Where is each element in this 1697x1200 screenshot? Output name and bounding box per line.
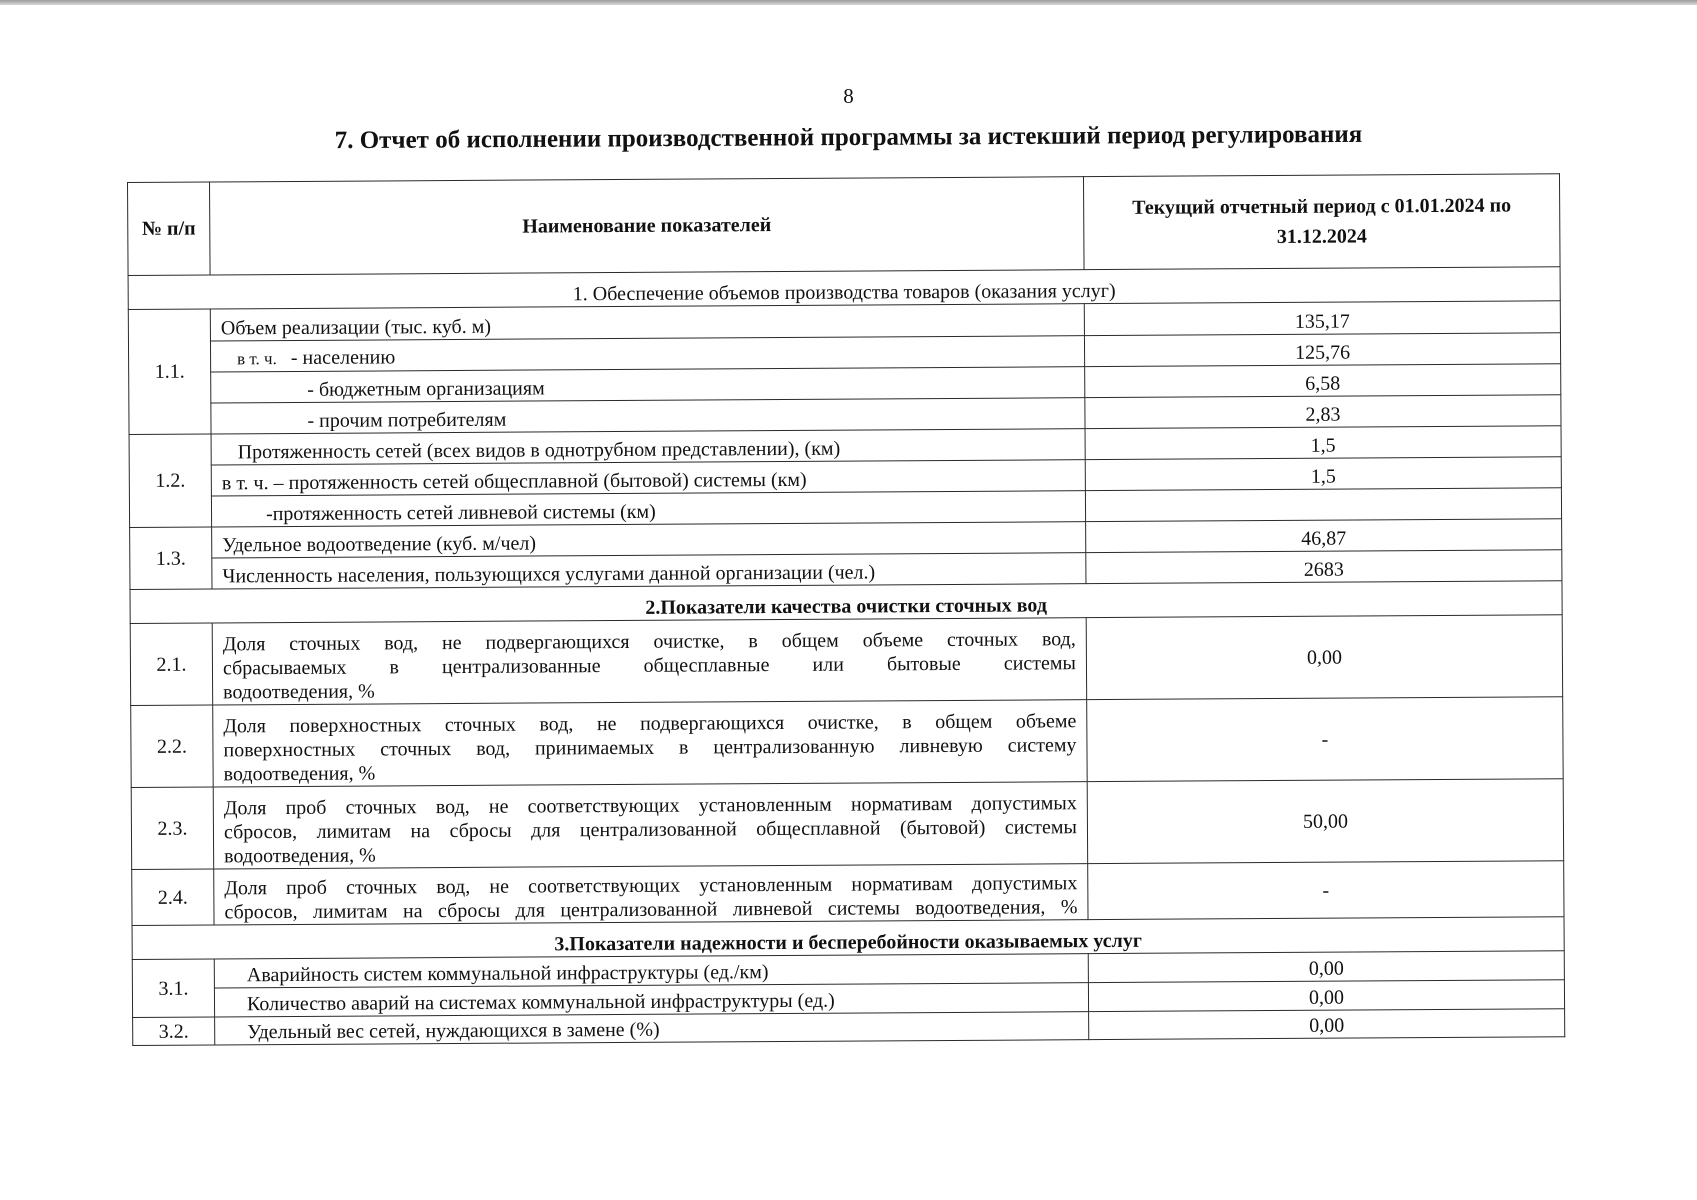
indicator-name: -протяженность сетей ливневой системы (км) bbox=[211, 491, 1085, 527]
indicator-value: 0,00 bbox=[1088, 951, 1564, 983]
indicator-name: Удельный вес сетей, нуждающихся в замене (%) bbox=[215, 1012, 1089, 1045]
indicator-name: Аварийность систем коммунальной инфраструктуры (ед./км) bbox=[214, 954, 1088, 988]
header-number: № п/п bbox=[128, 182, 211, 275]
indicator-value: 6,58 bbox=[1085, 364, 1561, 398]
indicator-value: 1,5 bbox=[1085, 457, 1561, 491]
indicator-name: Количество аварий на системах коммунальной инфраструктуры (ед.) bbox=[214, 983, 1088, 1017]
indicator-value: - bbox=[1088, 861, 1564, 920]
row-number: 1.2. bbox=[129, 434, 212, 527]
section-title-1: 1. Обеспечение объемов производства товаров (оказания услуг) bbox=[128, 267, 1560, 310]
row-number: 1.3. bbox=[130, 527, 212, 589]
indicator-name: Удельное водоотведение (куб. м/чел) bbox=[212, 522, 1086, 558]
indicator-name: Численность населения, пользующихся услугами данной организации (чел.) bbox=[212, 553, 1086, 589]
row-number: 2.2. bbox=[131, 705, 213, 787]
row-number: 2.1. bbox=[130, 623, 212, 705]
production-program-report-table bbox=[127, 173, 1565, 1046]
indicator-value: 0,00 bbox=[1089, 1009, 1565, 1040]
table-row bbox=[130, 615, 1562, 706]
scan-top-edge bbox=[0, 0, 1697, 5]
indicator-name: Доля проб сточных вод, не соответствующих установленным нормативам допустимых сбросов, лимитам на сбросы для централизованной ливневой системы водоотведения, % bbox=[214, 864, 1088, 925]
indicator-value: 0,00 bbox=[1088, 980, 1564, 1012]
indicator-name: в т. ч. – протяженность сетей общесплавной (бытовой) системы (км) bbox=[211, 460, 1085, 496]
table-row bbox=[131, 697, 1563, 788]
header-reporting-period: Текущий отчетный период с 01.01.2024 по 31.12.2024 bbox=[1083, 174, 1560, 270]
row-number: 3.1. bbox=[132, 959, 214, 1017]
indicator-name: - бюджетным организациям bbox=[211, 367, 1085, 403]
indicator-value: 135,17 bbox=[1084, 301, 1560, 336]
header-indicator-name: Наименование показателей bbox=[210, 177, 1085, 275]
indicator-value: 50,00 bbox=[1087, 779, 1563, 864]
including-prefix: в т. ч. bbox=[237, 349, 277, 369]
indicator-name: Объем реализации (тыс. куб. м) bbox=[210, 304, 1084, 341]
page-title: 7. Отчет об исполнении производственной программы за истекший период регулирования bbox=[334, 120, 1363, 155]
table-row bbox=[131, 779, 1563, 870]
indicator-value: 125,76 bbox=[1084, 333, 1560, 367]
indicator-value: - bbox=[1087, 697, 1563, 782]
indicator-name: Доля поверхностных сточных вод, не подвергающихся очистке, в общем объеме поверхностных сточных вод, принимаемых в централизованную ливневую систему водоотведения, % bbox=[213, 700, 1087, 787]
indicator-value: 1,5 bbox=[1085, 426, 1561, 460]
row-number: 1.1. bbox=[128, 309, 211, 434]
indicator-name: в т. ч. - населению bbox=[210, 336, 1084, 372]
section-title-3: 3.Показатели надежности и бесперебойности оказываемых услуг bbox=[132, 917, 1564, 960]
row-number: 2.3. bbox=[131, 787, 213, 869]
table-header-row bbox=[128, 174, 1561, 276]
indicator-value bbox=[1085, 488, 1561, 522]
indicator-value: 2,83 bbox=[1085, 395, 1561, 429]
indicator-name: Протяженность сетей (всех видов в однотрубном представлении), (км) bbox=[211, 429, 1085, 465]
page-number: 8 bbox=[843, 84, 854, 108]
indicator-name: Доля проб сточных вод, не соответствующих установленным нормативам допустимых сбросов, лимитам на сбросы для централизованной общесплавной (бытовой) системы водоотведения, % bbox=[213, 782, 1087, 869]
indicator-value: 0,00 bbox=[1086, 615, 1562, 700]
indicator-name: - прочим потребителям bbox=[211, 398, 1085, 434]
section-title-2: 2.Показатели качества очистки сточных вод bbox=[130, 581, 1562, 624]
row-number: 2.4. bbox=[132, 869, 214, 925]
indicator-name: Доля сточных вод, не подвергающихся очистке, в общем объеме сточных вод, сбрасываемых в централизованные общесплавные или бытовые системы водоотведения, % bbox=[212, 618, 1086, 705]
indicator-value: 46,87 bbox=[1086, 519, 1562, 553]
row-number: 3.2. bbox=[133, 1017, 215, 1046]
indicator-value: 2683 bbox=[1086, 550, 1562, 584]
table-row bbox=[132, 861, 1564, 926]
